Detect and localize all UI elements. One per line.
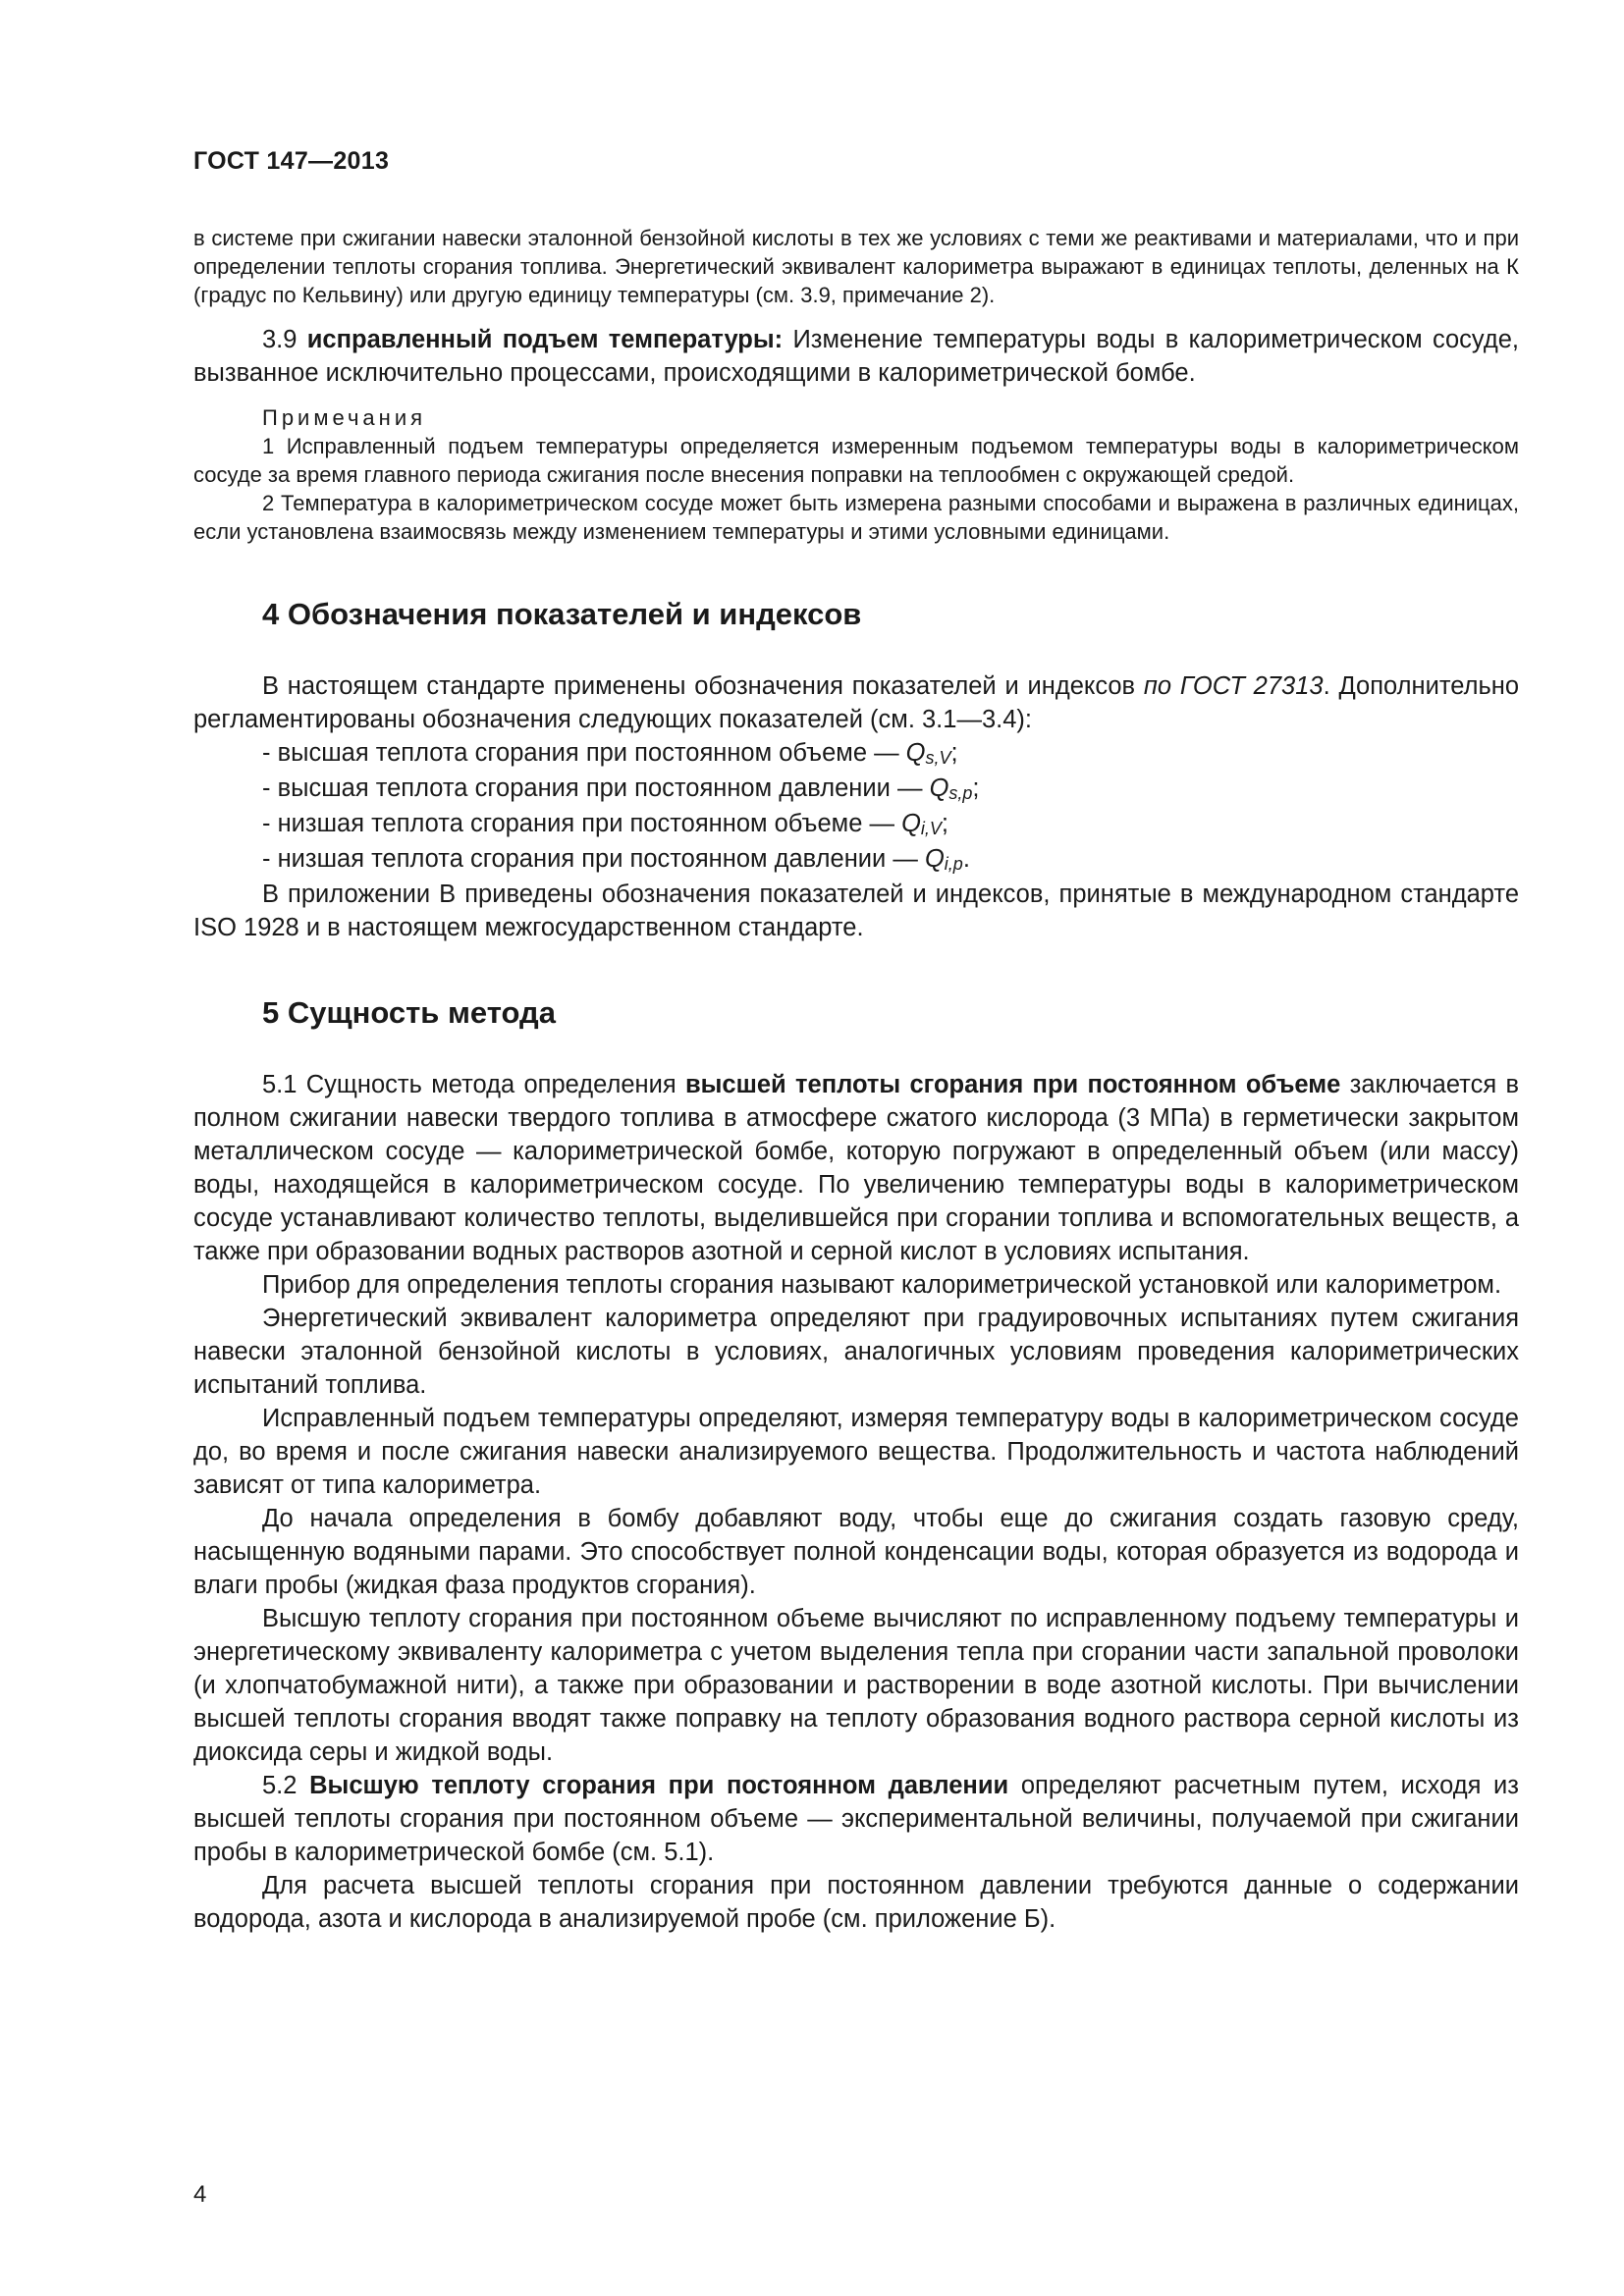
intro-paragraph: в системе при сжигании навески эталонной бензойной кислоты в тех же условиях с теми же реактивами и материалами, что и при определении теплоты сгорания топлива. Энергетический эквивалент калориметра выражают в единицах теплоты, деленных на К (градус по Кельвину) или другую единицу температуры (см. 3.9, примечание 2).	[193, 226, 1519, 307]
note-1: 1 Исправленный подъем температуры определяется измеренным подъемом температуры воды в калориметрическом сосуде за время главного периода сжигания после внесения поправки на теплообмен с окружающей средой.	[193, 434, 1519, 487]
symbol-q: $Q_{s,p}$	[929, 774, 973, 803]
clause-5-2: 5.2 Высшую теплоту сгорания при постоянном давлении определяют расчетным путем, исходя из высшей теплоты сгорания при постоянном объеме — экспериментальной величины, получаемой при сжигании пробы в калориметрической бомбе (см. 5.1).	[193, 1772, 1519, 1866]
page-content	[193, 224, 1519, 1936]
symbol-q: $Q_{i,p}$	[924, 845, 963, 874]
section-4-intro-a: В настоящем стандарте применены обозначения показателей и индексов	[262, 672, 1144, 700]
page-number: 4	[193, 2181, 207, 2208]
section-4-title: 4 Обозначения показателей и индексов	[262, 597, 862, 631]
clause-3-9-number: 3.9	[262, 326, 307, 353]
section-5-title: 5 Сущность метода	[262, 995, 556, 1030]
gost-reference: по ГОСТ 27313	[1143, 672, 1324, 700]
symbol-q: $Q_{s,V}$	[905, 739, 951, 768]
clause-3-9-text: Изменение температуры воды в калориметрическом сосуде, вызванное исключительно процессами, происходящими в калориметрической бомбе.	[193, 326, 1519, 387]
paragraph-calculation: Высшую теплоту сгорания при постоянном объеме вычисляют по исправленному подъему температуры и энергетическому эквиваленту калориметра с учетом выделения тепла при сгорании части запальной проволоки (и хлопчатобумажной нити), а также при образовании и растворении в воде азотной кислоты. При вычислении высшей теплоты сгорания вводят также поправку на теплоту образования водного раствора серной кислоты из диоксида серы и жидкой воды.	[193, 1605, 1519, 1766]
section-4-intro	[193, 669, 1519, 736]
paragraph-calorimeter: Прибор для определения теплоты сгорания называют калориметрической установкой или калориметром.	[262, 1271, 1502, 1299]
paragraph-temperature-rise: Исправленный подъем температуры определяют, измеряя температуру воды в калориметрическом сосуде до, во время и после сжигания навески анализируемого вещества. Продолжительность и частота наблюдений зависят от типа калориметра.	[193, 1405, 1519, 1499]
note-2: 2 Температура в калориметрическом сосуде может быть измерена разными способами и выражена в различных единицах, если установлена взаимосвязь между изменением температуры и этими условными единицами.	[193, 491, 1519, 544]
section-4-outro: В приложении В приведены обозначения показателей и индексов, принятые в международном стандарте ISO 1928 и в настоящем межгосударственном стандарте.	[193, 881, 1519, 941]
clause-5-2-term: Высшую теплоту сгорания при постоянном давлении	[309, 1772, 1009, 1799]
section-4-intro-b: . Дополнительно регламентированы обозначения следующих показателей (см. 3.1—3.4):	[193, 672, 1520, 733]
notes-heading: Примечания	[262, 405, 427, 430]
clause-3-9-term: исправленный подъем температуры:	[306, 326, 784, 353]
paragraph-energy-equivalent: Энергетический эквивалент калориметра определяют при градуировочных испытаниях путем сжигания навески эталонной бензойной кислоты в условиях, аналогичных условиям проведения калориметрических испытаний топлива.	[193, 1305, 1519, 1399]
symbol-list-item: - высшая теплота сгорания при постоянном объеме — $Q_{s,V}$;	[262, 739, 958, 768]
clause-5-1: 5.1 Сущность метода определения высшей теплоты сгорания при постоянном объеме заключается в полном сжигании навески твердого топлива в атмосфере сжатого кислорода (3 МПа) в герметически закрытом металлическом сосуде — калориметрической бомбе, которую погружают в определенный объем (или массу) воды, находящейся в калориметрическом сосуде. По увеличению температуры воды в калориметрическом сосуде устанавливают количество теплоты, выделившейся при сгорании топлива и вспомогательных веществ, а также при образовании водных растворов азотной и серной кислот в условиях испытания.	[193, 1071, 1519, 1265]
clause-5-1-term: высшей теплоты сгорания при постоянном объеме	[684, 1071, 1341, 1098]
paragraph-water: До начала определения в бомбу добавляют воду, чтобы еще до сжигания создать газовую среду, насыщенную водяными парами. Это способствует полной конденсации воды, которая образуется из водорода и влаги пробы (жидкая фаза продуктов сгорания).	[193, 1505, 1519, 1599]
paragraph-data-required: Для расчета высшей теплоты сгорания при постоянном давлении требуются данные о содержании водорода, азота и кислорода в анализируемой пробе (см. приложение Б).	[193, 1872, 1519, 1933]
symbol-list-item: - низшая теплота сгорания при постоянном объеме — $Q_{i,V}$;	[262, 810, 949, 838]
standard-header: ГОСТ 147—2013	[193, 147, 390, 175]
clause-3-9	[193, 323, 1519, 390]
symbol-q: $Q_{i,V}$	[901, 810, 942, 838]
symbol-list-item: - высшая теплота сгорания при постоянном давлении — $Q_{s,p}$;	[262, 774, 980, 803]
symbol-list-item: - низшая теплота сгорания при постоянном давлении — $Q_{i,p}$.	[262, 845, 970, 874]
